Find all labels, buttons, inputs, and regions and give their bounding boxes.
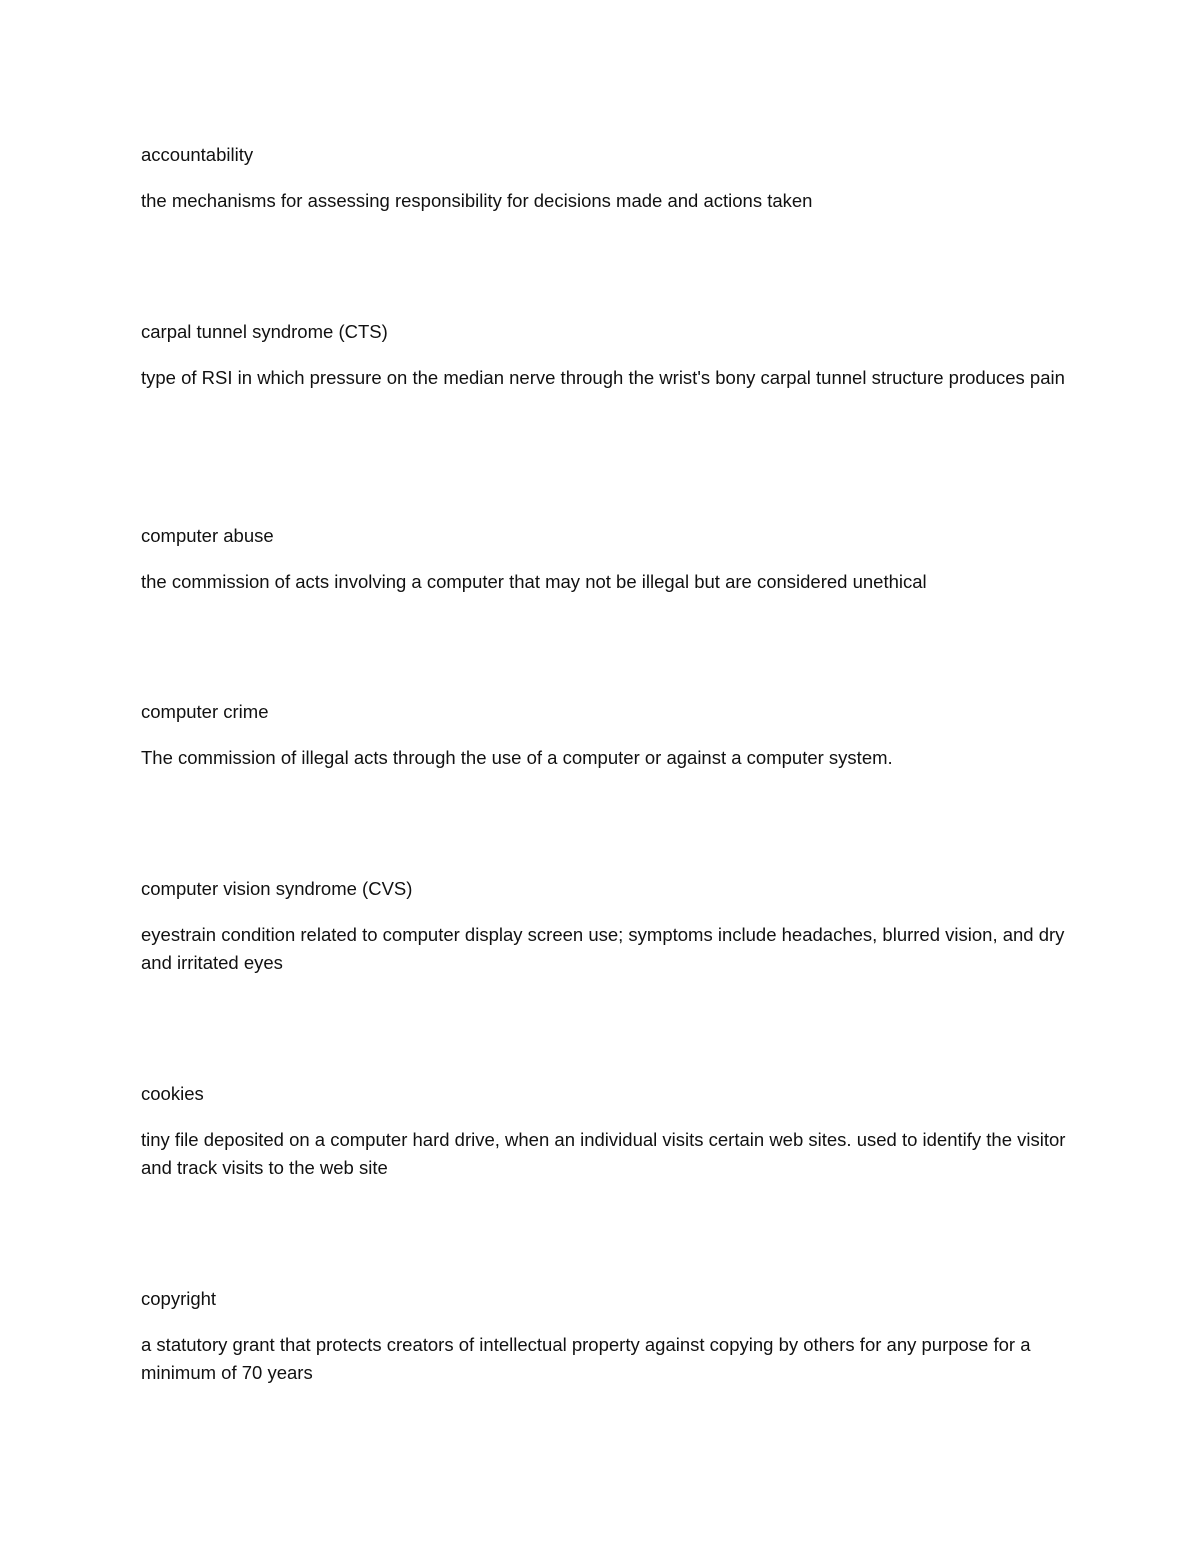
definition: the commission of acts involving a computer that may not be illegal but are considered unethical bbox=[141, 571, 927, 592]
term: computer crime bbox=[141, 701, 269, 722]
term: accountability bbox=[141, 144, 254, 165]
glossary-entry-computer-abuse bbox=[141, 524, 1071, 596]
definition: tiny file deposited on a computer hard drive, when an individual visits certain web sites. used to identify the visitor and track visits to the web site bbox=[141, 1129, 1066, 1178]
definition: type of RSI in which pressure on the median nerve through the wrist's bony carpal tunnel structure produces pain bbox=[141, 367, 1065, 388]
glossary-entry-cookies bbox=[141, 1082, 1071, 1182]
glossary-entry-computer-crime bbox=[141, 700, 1071, 772]
definition: a statutory grant that protects creators of intellectual property against copying by others for any purpose for a minimum of 70 years bbox=[141, 1334, 1031, 1383]
term: copyright bbox=[141, 1288, 217, 1309]
glossary-entry-carpal-tunnel-syndrome bbox=[141, 320, 1071, 392]
definition: the mechanisms for assessing responsibility for decisions made and actions taken bbox=[141, 190, 813, 211]
glossary-entry-copyright bbox=[141, 1287, 1071, 1387]
term: computer abuse bbox=[141, 525, 274, 546]
definition: The commission of illegal acts through the use of a computer or against a computer system. bbox=[141, 747, 893, 768]
term: cookies bbox=[141, 1083, 204, 1104]
glossary-entry-accountability bbox=[141, 143, 1071, 215]
glossary-entry-computer-vision-syndrome bbox=[141, 877, 1071, 977]
term: carpal tunnel syndrome (CTS) bbox=[141, 321, 388, 342]
term: computer vision syndrome (CVS) bbox=[141, 878, 413, 899]
definition: eyestrain condition related to computer display screen use; symptoms include headaches, blurred vision, and dry and irritated eyes bbox=[141, 924, 1065, 973]
